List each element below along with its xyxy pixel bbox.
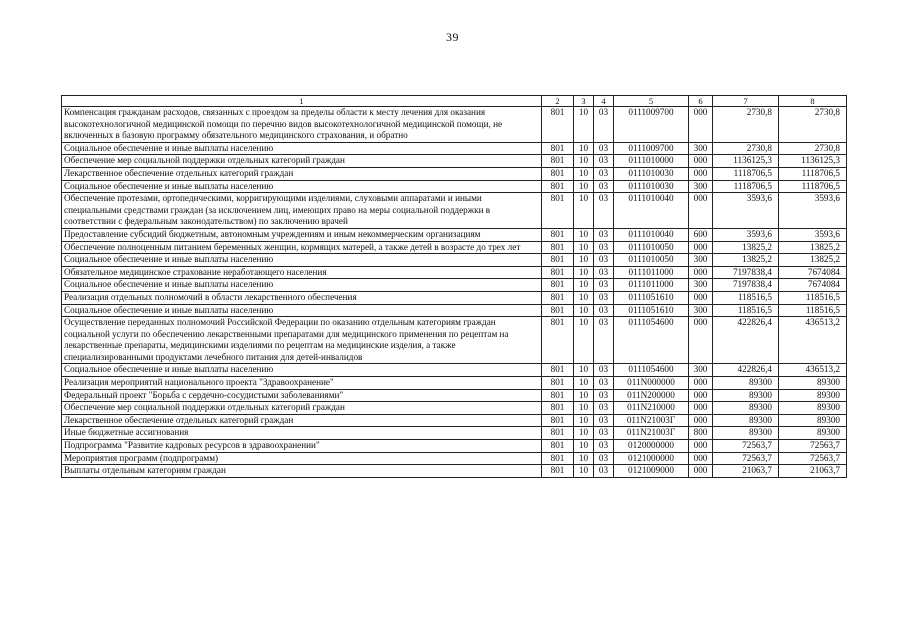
row-amount-year1: 1118706,5	[713, 180, 779, 193]
row-expense-type: 000	[689, 377, 713, 390]
row-name: Лекарственное обеспечение отдельных категорий граждан	[62, 167, 542, 180]
row-target-article: 0111010050	[614, 254, 689, 267]
budget-table	[61, 95, 847, 478]
row-amount-year1: 89300	[713, 402, 779, 415]
row-amount-year1: 13825,2	[713, 254, 779, 267]
row-section-code: 10	[574, 228, 594, 241]
row-amount-year2: 436513,2	[779, 364, 847, 377]
row-expense-type: 000	[689, 107, 713, 143]
row-section-code: 10	[574, 167, 594, 180]
row-expense-type: 300	[689, 254, 713, 267]
row-amount-year2: 1136125,3	[779, 155, 847, 168]
column-header: 5	[614, 96, 689, 107]
row-amount-year1: 89300	[713, 427, 779, 440]
row-target-article: 0111010040	[614, 228, 689, 241]
row-subsection-code: 03	[594, 155, 614, 168]
row-amount-year1: 422826,4	[713, 317, 779, 364]
row-subsection-code: 03	[594, 452, 614, 465]
row-name: Социальное обеспечение и иные выплаты населению	[62, 254, 542, 267]
row-amount-year2: 1118706,5	[779, 167, 847, 180]
row-name: Мероприятия программ (подпрограмм)	[62, 452, 542, 465]
row-expense-type: 000	[689, 167, 713, 180]
row-amount-year2: 21063,7	[779, 465, 847, 478]
row-section-code: 10	[574, 155, 594, 168]
row-target-article: 011N21003Г	[614, 414, 689, 427]
column-header: 6	[689, 96, 713, 107]
row-section-code: 10	[574, 180, 594, 193]
table-row	[62, 427, 847, 440]
row-ministry-code: 801	[542, 228, 574, 241]
row-expense-type: 000	[689, 465, 713, 478]
row-amount-year1: 2730,8	[713, 142, 779, 155]
row-subsection-code: 03	[594, 254, 614, 267]
row-section-code: 10	[574, 304, 594, 317]
row-amount-year1: 7197838,4	[713, 266, 779, 279]
table-row	[62, 155, 847, 168]
row-name: Обеспечение протезами, ортопедическими, корригирующими изделиями, слуховыми аппаратами и иными специальными средствами граждан (за исключением лиц, имеющих право на меры социальной поддержки в соответствии с федеральным законодательством) по заключению врачей	[62, 193, 542, 229]
row-subsection-code: 03	[594, 180, 614, 193]
table-row	[62, 266, 847, 279]
row-ministry-code: 801	[542, 180, 574, 193]
table-row	[62, 304, 847, 317]
page-number: 39	[446, 30, 459, 44]
row-expense-type: 000	[689, 452, 713, 465]
table-row	[62, 279, 847, 292]
row-section-code: 10	[574, 414, 594, 427]
row-amount-year2: 89300	[779, 414, 847, 427]
row-subsection-code: 03	[594, 304, 614, 317]
row-section-code: 10	[574, 452, 594, 465]
row-amount-year2: 89300	[779, 389, 847, 402]
row-target-article: 0111009700	[614, 107, 689, 143]
row-subsection-code: 03	[594, 440, 614, 453]
row-subsection-code: 03	[594, 142, 614, 155]
row-target-article: 0111010000	[614, 155, 689, 168]
table-row	[62, 317, 847, 364]
table-row	[62, 414, 847, 427]
row-amount-year2: 89300	[779, 377, 847, 390]
row-name: Федеральный проект "Борьба с сердечно-сосудистыми заболеваниями"	[62, 389, 542, 402]
row-expense-type: 000	[689, 317, 713, 364]
row-expense-type: 000	[689, 266, 713, 279]
row-name: Реализация отдельных полномочий в области лекарственного обеспечения	[62, 291, 542, 304]
row-ministry-code: 801	[542, 142, 574, 155]
row-expense-type: 300	[689, 304, 713, 317]
row-section-code: 10	[574, 389, 594, 402]
table-row	[62, 465, 847, 478]
table-row	[62, 254, 847, 267]
row-name: Социальное обеспечение и иные выплаты населению	[62, 279, 542, 292]
row-name: Реализация мероприятий национального проекта "Здравоохранение"	[62, 377, 542, 390]
row-subsection-code: 03	[594, 167, 614, 180]
row-ministry-code: 801	[542, 304, 574, 317]
row-section-code: 10	[574, 107, 594, 143]
row-amount-year2: 118516,5	[779, 291, 847, 304]
table-row	[62, 167, 847, 180]
row-name: Обеспечение полноценным питанием беременных женщин, кормящих матерей, а также детей в возрасте до трех лет	[62, 241, 542, 254]
row-target-article: 011N210000	[614, 402, 689, 415]
row-name: Социальное обеспечение и иные выплаты населению	[62, 142, 542, 155]
row-amount-year1: 1118706,5	[713, 167, 779, 180]
row-amount-year1: 89300	[713, 389, 779, 402]
row-subsection-code: 03	[594, 241, 614, 254]
row-expense-type: 300	[689, 364, 713, 377]
row-ministry-code: 801	[542, 389, 574, 402]
row-subsection-code: 03	[594, 107, 614, 143]
row-amount-year2: 3593,6	[779, 228, 847, 241]
row-expense-type: 000	[689, 402, 713, 415]
row-section-code: 10	[574, 364, 594, 377]
row-expense-type: 300	[689, 142, 713, 155]
row-amount-year2: 118516,5	[779, 304, 847, 317]
row-name: Осуществление переданных полномочий Российской Федерации по оказанию отдельным категориям граждан социальной услуги по обеспечению лекарственными препаратами для медицинского применения по рецептам на лекарственные препараты, медицинскими изделиями по рецептам на медицинские изделия, а также специализированными продуктами лечебного питания для детей-инвалидов	[62, 317, 542, 364]
row-section-code: 10	[574, 427, 594, 440]
row-ministry-code: 801	[542, 452, 574, 465]
row-target-article: 0111010040	[614, 193, 689, 229]
row-expense-type: 000	[689, 155, 713, 168]
row-target-article: 0121009000	[614, 465, 689, 478]
row-expense-type: 000	[689, 414, 713, 427]
row-ministry-code: 801	[542, 440, 574, 453]
row-amount-year2: 13825,2	[779, 254, 847, 267]
row-target-article: 0111011000	[614, 266, 689, 279]
row-ministry-code: 801	[542, 193, 574, 229]
table-row	[62, 452, 847, 465]
row-ministry-code: 801	[542, 241, 574, 254]
row-section-code: 10	[574, 377, 594, 390]
table-header-row	[62, 96, 847, 107]
row-amount-year1: 2730,8	[713, 107, 779, 143]
row-name: Обязательное медицинское страхование неработающего населения	[62, 266, 542, 279]
row-subsection-code: 03	[594, 228, 614, 241]
row-section-code: 10	[574, 266, 594, 279]
row-amount-year1: 89300	[713, 414, 779, 427]
row-ministry-code: 801	[542, 402, 574, 415]
row-name: Социальное обеспечение и иные выплаты населению	[62, 180, 542, 193]
row-amount-year2: 3593,6	[779, 193, 847, 229]
row-name: Иные бюджетные ассигнования	[62, 427, 542, 440]
row-amount-year1: 7197838,4	[713, 279, 779, 292]
row-amount-year1: 72563,7	[713, 452, 779, 465]
row-expense-type: 800	[689, 427, 713, 440]
row-name: Подпрограмма "Развитие кадровых ресурсов в здравоохранении"	[62, 440, 542, 453]
table-row	[62, 193, 847, 229]
row-subsection-code: 03	[594, 266, 614, 279]
row-expense-type: 300	[689, 279, 713, 292]
row-name: Социальное обеспечение и иные выплаты населению	[62, 304, 542, 317]
row-amount-year1: 3593,6	[713, 193, 779, 229]
row-amount-year2: 2730,8	[779, 142, 847, 155]
row-ministry-code: 801	[542, 317, 574, 364]
row-name: Обеспечение мер социальной поддержки отдельных категорий граждан	[62, 402, 542, 415]
row-amount-year1: 13825,2	[713, 241, 779, 254]
row-expense-type: 000	[689, 241, 713, 254]
column-header: 8	[779, 96, 847, 107]
row-ministry-code: 801	[542, 465, 574, 478]
row-expense-type: 300	[689, 180, 713, 193]
row-target-article: 0111011000	[614, 279, 689, 292]
row-expense-type: 000	[689, 440, 713, 453]
row-amount-year2: 1118706,5	[779, 180, 847, 193]
row-amount-year2: 13825,2	[779, 241, 847, 254]
row-subsection-code: 03	[594, 389, 614, 402]
table-row	[62, 440, 847, 453]
row-ministry-code: 801	[542, 266, 574, 279]
row-target-article: 0121000000	[614, 452, 689, 465]
row-subsection-code: 03	[594, 279, 614, 292]
row-target-article: 011N21003Г	[614, 427, 689, 440]
row-target-article: 011N200000	[614, 389, 689, 402]
row-amount-year2: 72563,7	[779, 440, 847, 453]
row-amount-year1: 118516,5	[713, 291, 779, 304]
table-row	[62, 389, 847, 402]
row-amount-year2: 89300	[779, 427, 847, 440]
row-expense-type: 600	[689, 228, 713, 241]
row-section-code: 10	[574, 241, 594, 254]
table-row	[62, 364, 847, 377]
row-amount-year1: 3593,6	[713, 228, 779, 241]
row-target-article: 0111010030	[614, 167, 689, 180]
row-subsection-code: 03	[594, 414, 614, 427]
row-expense-type: 000	[689, 291, 713, 304]
row-ministry-code: 801	[542, 107, 574, 143]
table-row	[62, 180, 847, 193]
row-name: Компенсация гражданам расходов, связанных с проездом за пределы области к месту лечения для оказания высокотехнологичной медицинской помощи по перечню видов высокотехнологичной медицинской помощи, не включенных в базовую программу обязательного медицинского страхования, и обратно	[62, 107, 542, 143]
table-row	[62, 241, 847, 254]
row-amount-year2: 89300	[779, 402, 847, 415]
row-ministry-code: 801	[542, 377, 574, 390]
row-target-article: 0120000000	[614, 440, 689, 453]
table-row	[62, 228, 847, 241]
row-target-article: 011N000000	[614, 377, 689, 390]
column-header: 2	[542, 96, 574, 107]
row-section-code: 10	[574, 317, 594, 364]
row-amount-year1: 422826,4	[713, 364, 779, 377]
row-section-code: 10	[574, 291, 594, 304]
row-target-article: 0111051610	[614, 291, 689, 304]
table-row	[62, 402, 847, 415]
row-ministry-code: 801	[542, 279, 574, 292]
row-amount-year2: 7674084	[779, 266, 847, 279]
row-section-code: 10	[574, 193, 594, 229]
row-ministry-code: 801	[542, 167, 574, 180]
row-expense-type: 000	[689, 193, 713, 229]
row-amount-year2: 2730,8	[779, 107, 847, 143]
row-section-code: 10	[574, 279, 594, 292]
row-section-code: 10	[574, 142, 594, 155]
row-target-article: 0111010050	[614, 241, 689, 254]
row-subsection-code: 03	[594, 402, 614, 415]
row-name: Социальное обеспечение и иные выплаты населению	[62, 364, 542, 377]
row-subsection-code: 03	[594, 291, 614, 304]
row-target-article: 0111054600	[614, 317, 689, 364]
row-subsection-code: 03	[594, 317, 614, 364]
row-target-article: 0111009700	[614, 142, 689, 155]
row-ministry-code: 801	[542, 364, 574, 377]
table-row	[62, 142, 847, 155]
row-subsection-code: 03	[594, 364, 614, 377]
table-row	[62, 291, 847, 304]
row-amount-year1: 89300	[713, 377, 779, 390]
row-expense-type: 000	[689, 389, 713, 402]
row-name: Выплаты отдельным категориям граждан	[62, 465, 542, 478]
column-header: 3	[574, 96, 594, 107]
row-ministry-code: 801	[542, 155, 574, 168]
row-amount-year1: 72563,7	[713, 440, 779, 453]
row-target-article: 0111010030	[614, 180, 689, 193]
table-row	[62, 107, 847, 143]
row-section-code: 10	[574, 254, 594, 267]
row-ministry-code: 801	[542, 291, 574, 304]
row-amount-year1: 1136125,3	[713, 155, 779, 168]
row-subsection-code: 03	[594, 377, 614, 390]
row-target-article: 0111054600	[614, 364, 689, 377]
row-ministry-code: 801	[542, 414, 574, 427]
row-section-code: 10	[574, 440, 594, 453]
row-target-article: 0111051610	[614, 304, 689, 317]
column-header: 7	[713, 96, 779, 107]
row-amount-year2: 436513,2	[779, 317, 847, 364]
row-subsection-code: 03	[594, 193, 614, 229]
row-name: Предоставление субсидий бюджетным, автономным учреждениям и иным некоммерческим организациям	[62, 228, 542, 241]
row-amount-year2: 72563,7	[779, 452, 847, 465]
row-ministry-code: 801	[542, 427, 574, 440]
row-name: Обеспечение мер социальной поддержки отдельных категорий граждан	[62, 155, 542, 168]
row-subsection-code: 03	[594, 427, 614, 440]
table-row	[62, 377, 847, 390]
row-subsection-code: 03	[594, 465, 614, 478]
row-section-code: 10	[574, 465, 594, 478]
column-header: 1	[62, 96, 542, 107]
row-name: Лекарственное обеспечение отдельных категорий граждан	[62, 414, 542, 427]
row-amount-year1: 118516,5	[713, 304, 779, 317]
row-amount-year1: 21063,7	[713, 465, 779, 478]
row-ministry-code: 801	[542, 254, 574, 267]
row-section-code: 10	[574, 402, 594, 415]
column-header: 4	[594, 96, 614, 107]
row-amount-year2: 7674084	[779, 279, 847, 292]
